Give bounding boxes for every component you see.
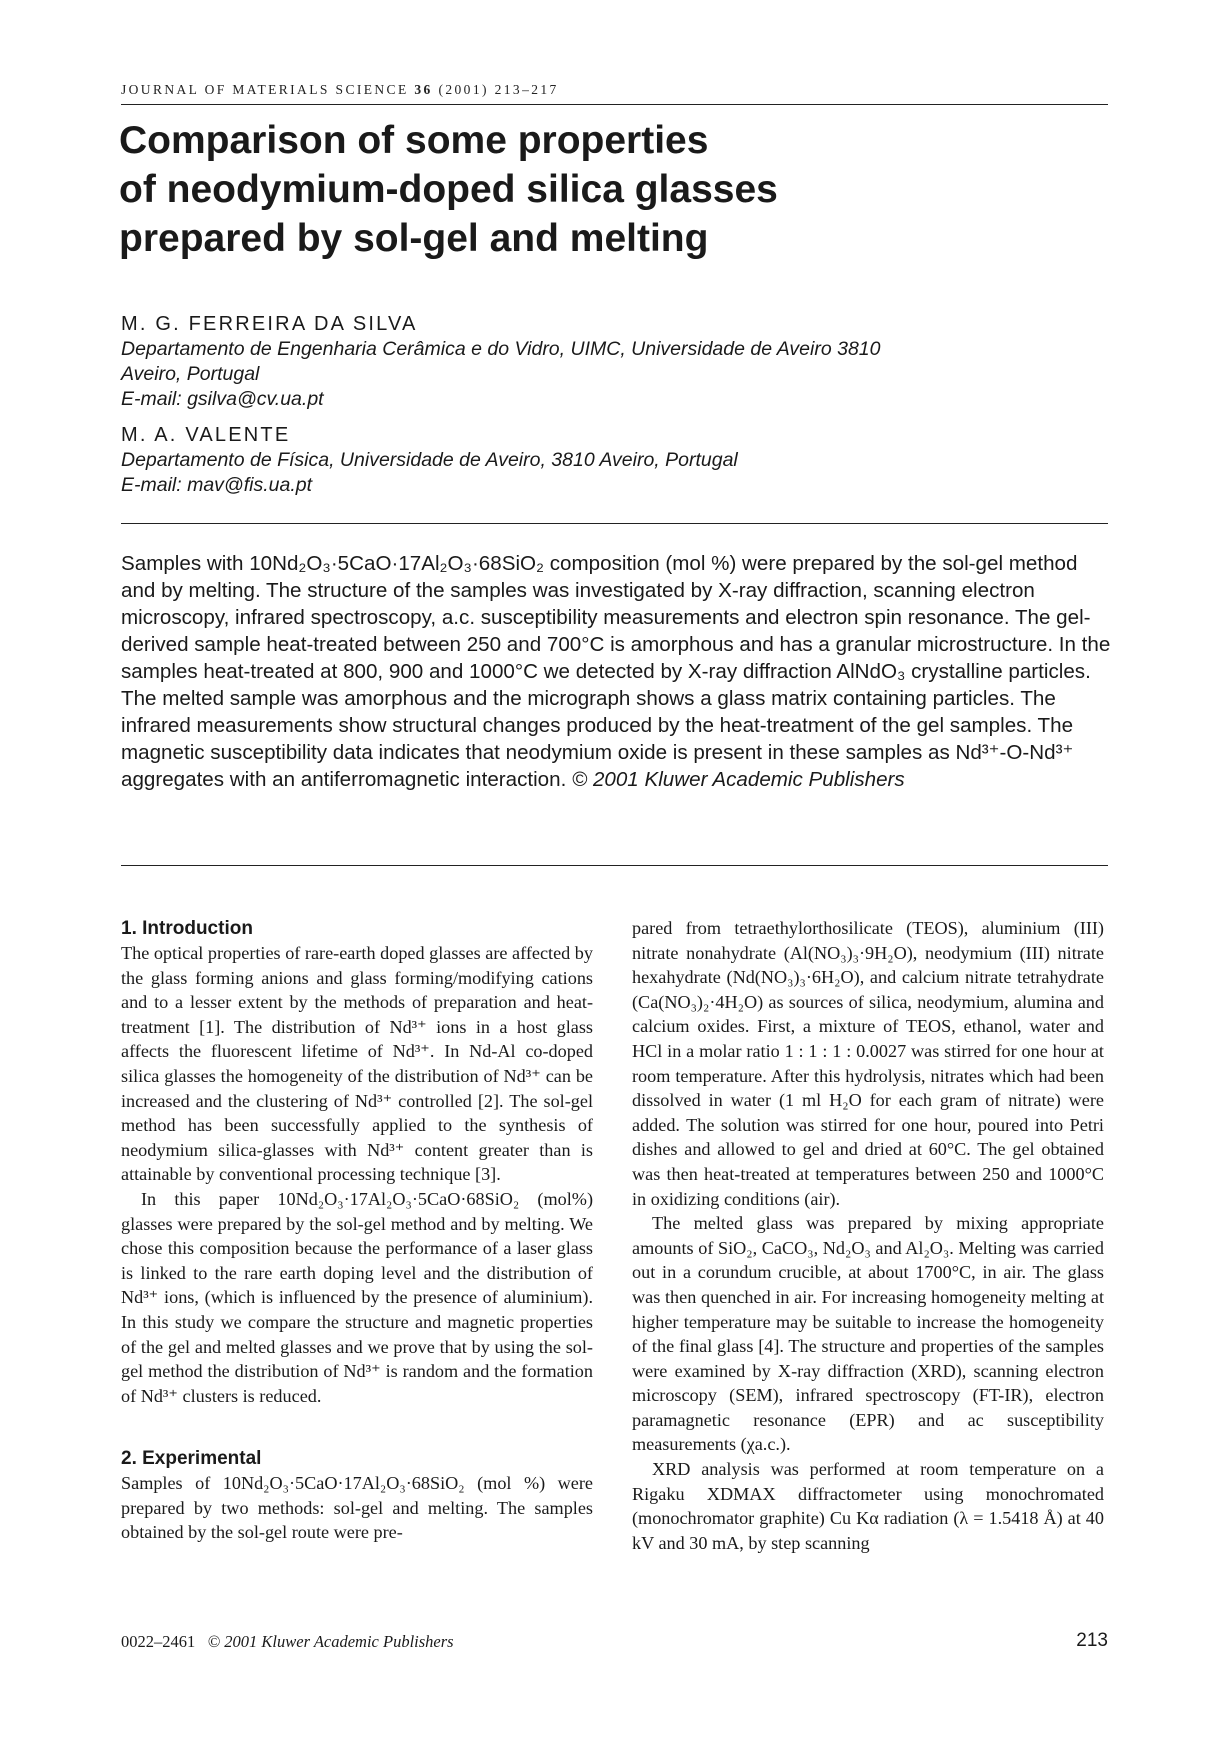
journal-issue: (2001) 213–217 [438, 82, 559, 97]
footer-code: 0022–2461 [121, 1632, 196, 1651]
footer-copyright: © 2001 Kluwer Academic Publishers [207, 1632, 454, 1651]
paragraph: Samples of 10Nd₂O₃·5CaO·17Al₂O₃·68SiO₂ (mol %) were prepared by two methods: sol-gel and melting. The samples obtained by the sol-gel route were pre- [121, 1473, 593, 1543]
right-column [632, 916, 1104, 1555]
journal-name: JOURNAL OF MATERIALS SCIENCE [121, 82, 409, 97]
abstract-bottom-rule [121, 865, 1108, 866]
journal-header [121, 82, 1108, 98]
paragraph: XRD analysis was performed at room temperature on a Rigaku XDMAX diffractometer using monochromated (monochromator graphite) Cu Kα radiation (λ = 1.5418 Å) at 40 kV and 30 mA, by step scanning [632, 1459, 1104, 1553]
author-block-1 [121, 311, 1111, 412]
title-line-1: Comparison of some properties [119, 119, 709, 162]
abstract [121, 550, 1111, 793]
paragraph: The melted glass was prepared by mixing appropriate amounts of SiO₂, CaCO₃, Nd₂O₃ and Al₂O₃. Melting was carried out in a corundum crucible, at about 1700°C, in air. The glass was then quenched in air. For increasing homogeneity melting at higher temperature may be suitable to increase the homogeneity of the final glass [4]. The structure and properties of the samples were examined by X-ray diffraction (XRD), scanning electron microscopy (SEM), infrared spectroscopy (FT-IR), electron paramagnetic resonance (EPR) and ac susceptibility measurements (χa.c.). [632, 1213, 1104, 1455]
section-heading: 2. Experimental [121, 1448, 262, 1470]
author-email: E-mail: mav@fis.ua.pt [121, 474, 313, 496]
left-column [121, 916, 593, 1545]
author-block-2 [121, 422, 1111, 498]
author-affiliation: Aveiro, Portugal [121, 363, 260, 385]
author-name: M. G. FERREIRA DA SILVA [121, 313, 418, 335]
author-email: E-mail: gsilva@cv.ua.pt [121, 388, 324, 410]
journal-volume: 36 [414, 82, 433, 97]
abstract-copyright: © 2001 Kluwer Academic Publishers [572, 768, 905, 791]
paragraph: The optical properties of rare-earth doped glasses are affected by the glass forming anions and glass forming/modifying cations and to a lesser extent by the methods of preparation and heat-treatment [1]. The distribution of Nd³⁺ ions in a host glass affects the fluorescent lifetime of Nd³⁺. In Nd-Al co-doped silica glasses the homogeneity of the distribution of Nd³⁺ can be increased and the clustering of Nd³⁺ controlled [2]. The sol-gel method has been successfully applied to the synthesis of neodymium silica-glasses with Nd³⁺ content greater than is attainable by conventional processing technique [3]. [121, 943, 593, 1185]
abstract-text: Samples with 10Nd₂O₃·5CaO·17Al₂O₃·68SiO₂ composition (mol %) were prepared by the sol-gel method and by melting. The structure of the samples was investigated by X-ray diffraction, scanning electron microscopy, infrared spectroscopy, a.c. susceptibility measurements and electron spin resonance. The gel-derived sample heat-treated between 250 and 700°C is amorphous and has a granular microstructure. In the samples heat-treated at 800, 900 and 1000°C we detected by X-ray diffraction AlNdO₃ crystalline particles. The melted sample was amorphous and the micrograph shows a glass matrix containing particles. The infrared measurements show structural changes produced by the heat-treatment of the gel samples. The magnetic susceptibility data indicates that neodymium oxide is present in these samples as Nd³⁺-O-Nd³⁺ aggregates with an antiferromagnetic interaction. [121, 552, 1111, 791]
abstract-top-rule [121, 523, 1108, 524]
paper-title [119, 116, 1019, 263]
author-affiliation: Departamento de Engenharia Cerâmica e do Vidro, UIMC, Universidade de Aveiro 3810 [121, 338, 881, 360]
author-name: M. A. VALENTE [121, 424, 291, 446]
section-heading: 1. Introduction [121, 918, 253, 939]
paragraph: pared from tetraethylorthosilicate (TEOS), aluminium (III) nitrate nonahydrate (Al(NO₃)₃·9H₂O), neodymium (III) nitrate hexahydrate (Nd(NO₃)₃·6H₂O), and calcium nitrate tetrahydrate (Ca(NO₃)₂·4H₂O) as sources of silica, neodymium, alumina and calcium oxides. First, a mixture of TEOS, ethanol, water and HCl in a molar ratio 1 : 1 : 1 : 0.0027 was stirred for one hour at room temperature. After this hydrolysis, nitrates which had been dissolved in water (1 ml H₂O for each gram of nitrate) were added. The solution was stirred for one hour, poured into Petri dishes and allowed to gel and dried at 60°C. The gel obtained was then heat-treated at temperatures between 250 and 1000°C in oxidizing conditions (air). [632, 918, 1104, 1209]
footer-issn [121, 1632, 454, 1652]
header-rule [121, 104, 1108, 105]
author-affiliation: Departamento de Física, Universidade de Aveiro, 3810 Aveiro, Portugal [121, 449, 738, 471]
title-line-3: prepared by sol-gel and melting [119, 217, 709, 260]
paragraph: In this paper 10Nd₂O₃·17Al₂O₃·5CaO·68SiO₂ (mol%) glasses were prepared by the sol-gel method and by melting. We chose this composition because the performance of a laser glass is linked to the rare earth doping level and the distribution of Nd³⁺ ions, (which is influenced by the presence of aluminium). In this study we compare the structure and magnetic properties of the gel and melted glasses and we prove that by using the sol-gel method the distribution of Nd³⁺ is random and the formation of Nd³⁺ clusters is reduced. [121, 1188, 593, 1406]
page-number: 213 [1076, 1630, 1108, 1651]
title-line-2: of neodymium-doped silica glasses [119, 168, 778, 211]
